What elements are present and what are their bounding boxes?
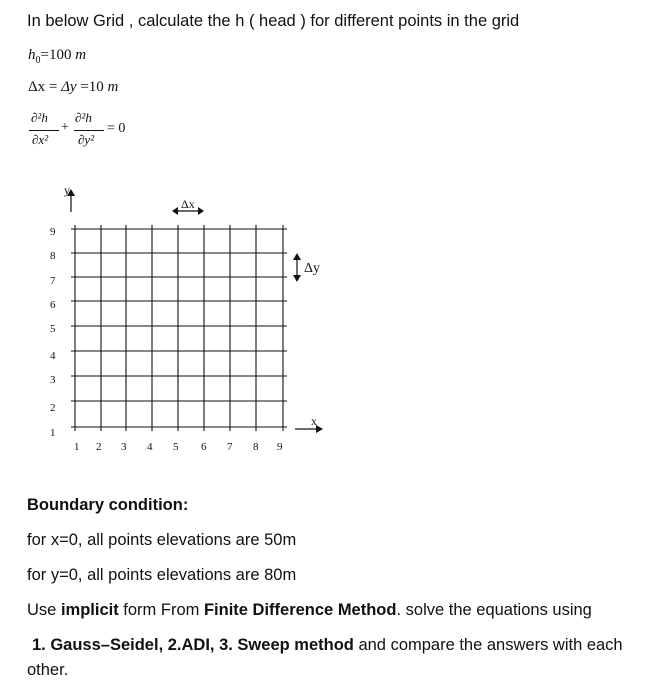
delta-y-label: Δy <box>304 261 321 276</box>
equals-zero: = 0 <box>107 121 126 136</box>
term2-numerator: ∂²h <box>75 110 92 125</box>
delta-y-arrow-down <box>293 275 301 282</box>
y-tick-label: 3 <box>50 374 56 386</box>
solve-sentence <box>32 636 623 655</box>
x-tick-label: 3 <box>121 441 127 453</box>
term1-numerator: ∂²h <box>31 110 48 125</box>
method-suffix: . solve the equations using <box>396 601 592 619</box>
method-mid: form From <box>118 601 204 619</box>
h0-symbol: h <box>28 47 36 63</box>
solve-methods: 1. Gauss–Seidel, 2.ADI, 3. Sweep method <box>32 636 354 654</box>
y-tick-label: 6 <box>50 299 56 311</box>
delta-value: =10 <box>76 79 108 95</box>
y-tick-label: 2 <box>50 402 56 414</box>
x-tick-label: 9 <box>277 441 283 453</box>
method-prefix: Use <box>27 601 61 619</box>
x-tick-label: 4 <box>147 441 153 453</box>
y-axis-label: y <box>64 183 70 197</box>
delta-x-label: Δx <box>181 197 195 211</box>
y-tick-label: 1 <box>50 427 56 439</box>
x-axis-arrowhead <box>316 425 323 433</box>
y-tick-label: 4 <box>50 350 56 362</box>
y-tick-label: 5 <box>50 323 56 335</box>
h0-unit: m <box>75 47 87 63</box>
method-sentence <box>27 601 592 620</box>
grid-lines <box>71 225 287 431</box>
boundary-heading: Boundary condition: <box>27 496 189 514</box>
delta-unit: m <box>107 79 119 95</box>
x-tick-label: 6 <box>201 441 207 453</box>
boundary-y0: for y=0, all points elevations are 80m <box>27 566 297 584</box>
x-tick-label: 2 <box>96 441 102 453</box>
method-fdm: Finite Difference Method <box>203 601 397 619</box>
delta-x-arrow-left <box>172 207 178 215</box>
term1-denominator: ∂x² <box>32 132 49 147</box>
y-tick-label: 7 <box>50 275 56 287</box>
x-axis-label: x <box>311 414 317 428</box>
solve-line2: other. <box>27 661 69 679</box>
solve-rest: and compare the answers with each <box>353 636 623 654</box>
x-tick-label: 5 <box>173 441 179 453</box>
term2-denominator: ∂y² <box>78 132 95 147</box>
delta-x: Δx = <box>28 79 62 95</box>
plus-sign: + <box>61 120 69 135</box>
boundary-x0: for x=0, all points elevations are 50m <box>27 531 297 549</box>
y-tick-label: 8 <box>50 250 56 262</box>
h0-subscript: 0 <box>35 55 41 66</box>
x-tick-label: 1 <box>74 441 80 453</box>
method-implicit: implicit <box>60 601 119 619</box>
h0-value: =100 <box>40 47 76 63</box>
x-tick-label: 8 <box>253 441 259 453</box>
x-tick-label: 7 <box>227 441 233 453</box>
delta-y-arrow-up <box>293 253 301 260</box>
intro-text: In below Grid , calculate the h ( head ) for different points in the grid <box>27 12 520 30</box>
delta-y: Δy <box>61 79 77 95</box>
y-tick-label: 9 <box>50 226 56 238</box>
delta-x-arrow-right <box>198 207 204 215</box>
